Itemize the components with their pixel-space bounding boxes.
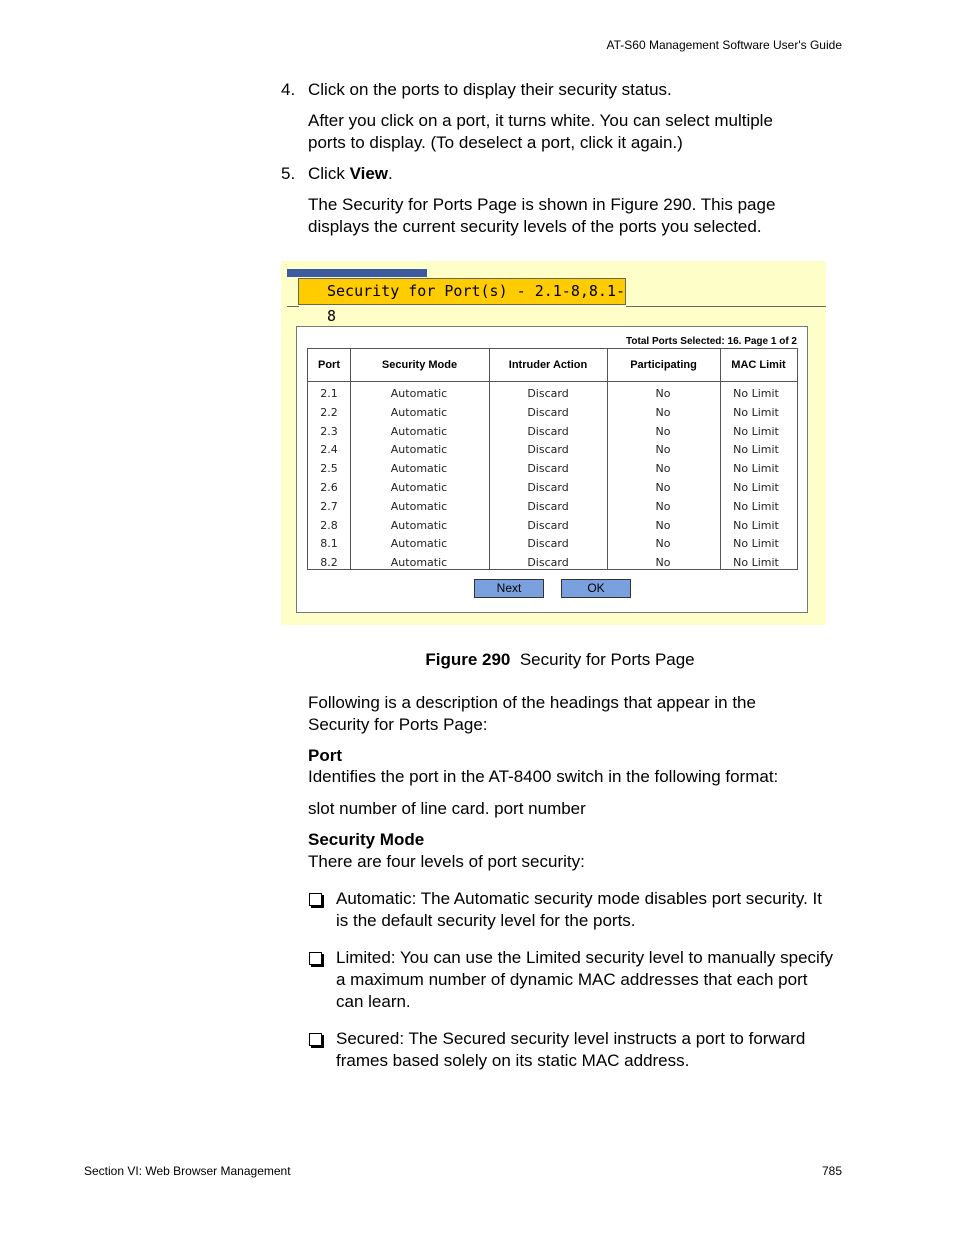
table-cell: No <box>655 387 671 400</box>
table-cell: No <box>655 424 671 438</box>
port-heading: Port <box>308 746 342 765</box>
table-cell: Automatic <box>390 424 448 438</box>
column-header-intruder-action: Intruder Action <box>489 349 607 382</box>
bullet-line: Secured: The Secured security level instructs a port to forward <box>336 1029 806 1048</box>
security-mode-heading: Security Mode <box>308 830 425 849</box>
column-divider <box>720 349 721 569</box>
table-cell: No Limit <box>733 387 779 400</box>
column-header-security-mode: Security Mode <box>350 349 489 382</box>
ports-table <box>307 348 798 570</box>
table-cell: No <box>655 499 671 513</box>
table-cell: 2.2 <box>320 405 338 419</box>
step-4-number: 4. <box>281 80 296 99</box>
table-cell: No Limit <box>733 462 779 476</box>
table-cell: Discard <box>527 462 569 476</box>
table-cell: No Limit <box>733 518 779 532</box>
column-divider <box>489 349 490 569</box>
step-5-number: 5. <box>281 164 296 183</box>
step-5-pre: Click <box>308 164 350 183</box>
table-cell: No <box>655 481 671 494</box>
column-divider <box>350 349 351 569</box>
table-cell: 2.7 <box>320 499 338 513</box>
title-underline-right <box>626 306 826 307</box>
table-cell: Discard <box>527 405 569 419</box>
table-cell: Discard <box>527 424 569 438</box>
table-cell: 2.5 <box>320 462 338 476</box>
security-ports-screenshot <box>281 261 826 625</box>
title-underline-left <box>287 306 299 307</box>
table-cell: Automatic <box>390 518 448 532</box>
step-4-text: Click on the ports to display their security status. <box>308 80 672 99</box>
bullet-line: Automatic: The Automatic security mode disables port security. It <box>336 889 822 908</box>
ports-panel <box>296 326 808 613</box>
table-cell: 2.4 <box>320 443 338 457</box>
table-cell: No Limit <box>733 443 779 457</box>
paragraph-1-line-2: ports to display. (To deselect a port, click it again.) <box>308 133 683 152</box>
bullet-line: a maximum number of dynamic MAC addresses that each port <box>336 970 808 989</box>
ok-button[interactable]: OK <box>561 579 631 598</box>
intro-line-1: Following is a description of the headings that appear in the <box>308 693 756 712</box>
table-cell: 8.2 <box>320 556 338 570</box>
table-cell: 2.6 <box>320 481 338 494</box>
paragraph-2-line-1: The Security for Ports Page is shown in Figure 290. This page <box>308 195 776 214</box>
table-cell: Automatic <box>390 443 448 457</box>
page-number: 785 <box>821 1164 842 1178</box>
table-cell: No Limit <box>733 424 779 438</box>
table-cell: Discard <box>527 556 569 570</box>
table-cell: No <box>655 443 671 457</box>
figure-caption <box>0 650 954 670</box>
table-cell: Automatic <box>390 537 448 551</box>
intro-line-2: Security for Ports Page: <box>308 715 488 734</box>
table-cell: 8.1 <box>320 537 338 551</box>
column-divider <box>607 349 608 569</box>
table-cell: No <box>655 556 671 570</box>
paragraph-2-line-2: displays the current security levels of the ports you selected. <box>308 217 762 236</box>
table-cell: No Limit <box>733 499 779 513</box>
table-cell: 2.8 <box>320 518 338 532</box>
bullet-line: frames based solely on its static MAC address. <box>336 1051 690 1070</box>
total-ports-info: Total Ports Selected: 16. Page 1 of 2 <box>626 336 797 347</box>
title-tab-accent <box>287 269 427 277</box>
table-cell: Discard <box>527 443 569 457</box>
security-mode-description: There are four levels of port security: <box>308 852 585 871</box>
table-cell: Automatic <box>390 481 448 494</box>
step-5-bold: View <box>349 164 388 183</box>
table-cell: 2.3 <box>320 424 338 438</box>
step-5-text <box>308 163 393 185</box>
column-header-port: Port <box>308 349 350 382</box>
bullet-line: can learn. <box>336 992 411 1011</box>
table-cell: No Limit <box>733 556 779 570</box>
checkbox-bullet-icon <box>309 952 322 965</box>
column-header-mac-limit: MAC Limit <box>720 349 797 382</box>
screenshot-title: Security for Port(s) - 2.1-8,8.1-8 <box>298 278 626 305</box>
paragraph-1-line-1: After you click on a port, it turns white. You can select multiple <box>308 111 773 130</box>
table-cell: Discard <box>527 387 569 400</box>
column-header-participating: Participating <box>607 349 720 382</box>
port-description: Identifies the port in the AT-8400 switch in the following format: <box>308 767 779 786</box>
guide-title: AT-S60 Management Software User's Guide <box>606 38 842 52</box>
table-cell: Automatic <box>390 405 448 419</box>
figure-label: Figure 290 <box>425 650 511 669</box>
table-cell: Discard <box>527 518 569 532</box>
next-button[interactable]: Next <box>474 579 544 598</box>
table-cell: No <box>655 537 671 551</box>
bullet-line: is the default security level for the ports. <box>336 911 636 930</box>
bullet-line: Limited: You can use the Limited security level to manually specify <box>336 948 834 967</box>
table-cell: No Limit <box>733 537 779 551</box>
table-cell: Automatic <box>390 556 448 570</box>
table-cell: No <box>655 518 671 532</box>
table-cell: No <box>655 405 671 419</box>
table-cell: Automatic <box>390 462 448 476</box>
table-cell: No Limit <box>733 405 779 419</box>
step-5-post: . <box>388 164 393 183</box>
table-cell: Discard <box>527 481 569 494</box>
figure-caption-text: Security for Ports Page <box>519 650 695 669</box>
table-cell: Discard <box>527 499 569 513</box>
table-cell: Automatic <box>390 499 448 513</box>
checkbox-bullet-icon <box>309 1033 322 1046</box>
table-cell: 2.1 <box>320 387 338 400</box>
checkbox-bullet-icon <box>309 893 322 906</box>
table-cell: Automatic <box>390 387 448 400</box>
port-format: slot number of line card. port number <box>308 799 586 818</box>
footer-section: Section VI: Web Browser Management <box>84 1164 291 1178</box>
table-cell: No <box>655 462 671 476</box>
table-cell: Discard <box>527 537 569 551</box>
table-cell: No Limit <box>733 481 779 494</box>
